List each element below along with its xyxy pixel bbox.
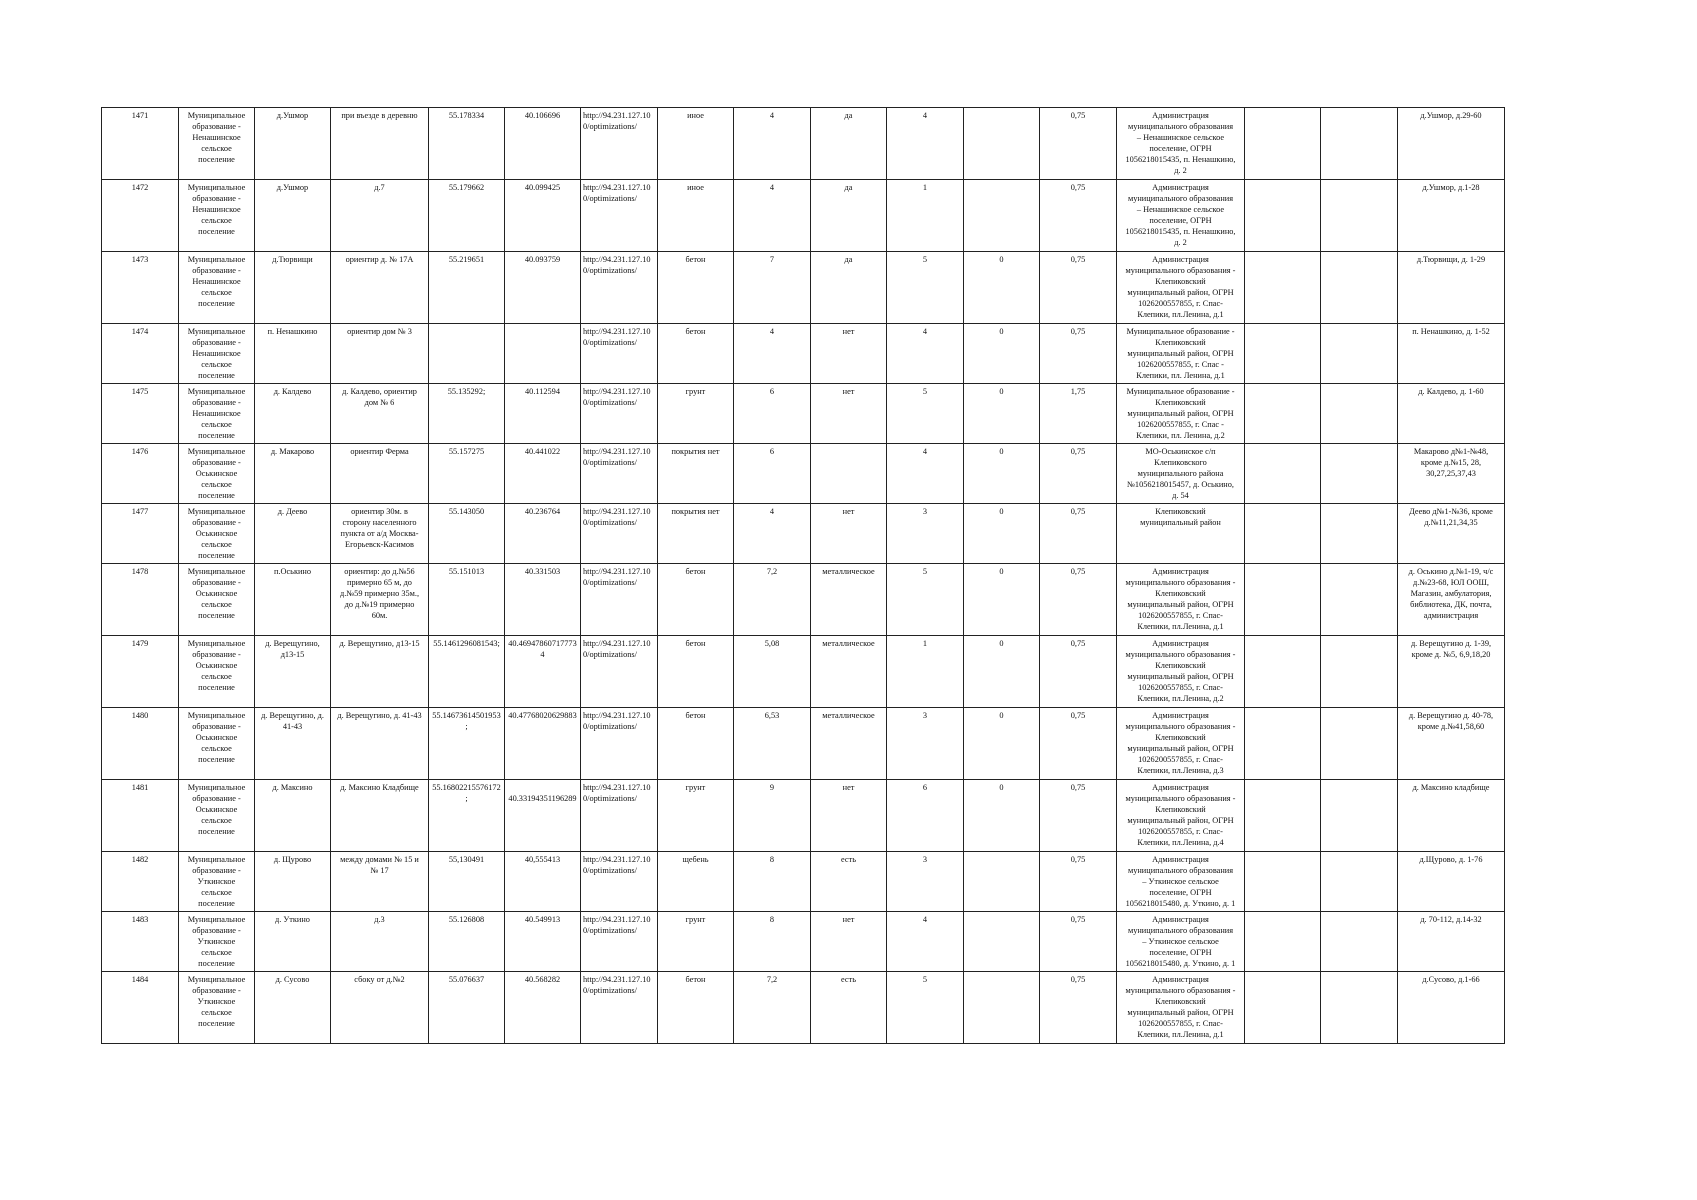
- cell-settlement: п. Ненашкино: [255, 324, 331, 384]
- cell-bunker-count: 0: [964, 444, 1040, 504]
- cell-container-count: 5: [887, 252, 964, 324]
- cell-container-count: 3: [887, 504, 964, 564]
- cell-latitude: 55,130491: [429, 852, 505, 912]
- cell-waste-sources: д.Тюрвищи, д. 1-29: [1398, 252, 1505, 324]
- cell-settlement: д. Сусово: [255, 972, 331, 1044]
- cell-surface-type: грунт: [658, 384, 734, 444]
- cell-owner-extra-1: [1245, 252, 1321, 324]
- cell-owner: Администрация муниципального образования - Клепиковский муниципальный район, ОГРН 1026200557855, г. Спас- Клепики, пл.Ленина, д.1: [1117, 564, 1245, 636]
- cell-map-link[interactable]: http://94.231.127.10 0/optimizations/: [581, 852, 658, 912]
- cell-waste-sources: д. Максино кладбище: [1398, 780, 1505, 852]
- cell-owner-extra-2: [1321, 384, 1398, 444]
- cell-latitude: 55.1461296081543;: [429, 636, 505, 708]
- cell-area: 7,2: [734, 972, 811, 1044]
- cell-longitude: 40.568282: [505, 972, 581, 1044]
- cell-container-count: 1: [887, 636, 964, 708]
- cell-owner: Администрация муниципального образования - Клепиковский муниципальный район, ОГРН 1026200557855, г. Спас- Клепики, пл.Ленина, д.2: [1117, 636, 1245, 708]
- cell-location-address: между домами № 15 и № 17: [331, 852, 429, 912]
- cell-settlement: д. Щурово: [255, 852, 331, 912]
- cell-container-volume: 0,75: [1040, 852, 1117, 912]
- cell-row-number: 1480: [102, 708, 179, 780]
- cell-latitude: 55.076637: [429, 972, 505, 1044]
- cell-container-volume: 0,75: [1040, 180, 1117, 252]
- cell-container-count: 6: [887, 780, 964, 852]
- cell-surface-type: грунт: [658, 912, 734, 972]
- cell-bunker-count: 0: [964, 780, 1040, 852]
- cell-owner-extra-2: [1321, 912, 1398, 972]
- cell-latitude: 55.219651: [429, 252, 505, 324]
- cell-longitude: 40.112594: [505, 384, 581, 444]
- cell-row-number: 1475: [102, 384, 179, 444]
- cell-owner-extra-2: [1321, 180, 1398, 252]
- cell-surface-type: бетон: [658, 972, 734, 1044]
- cell-owner: Администрация муниципального образования – Ненашинское сельское поселение, ОГРН 1056218015435, п. Ненашкино, д. 2: [1117, 108, 1245, 180]
- cell-owner: Администрация муниципального образования – Ненашинское сельское поселение, ОГРН 1056218015435, п. Ненашкино, д. 2: [1117, 180, 1245, 252]
- cell-waste-sources: Макарово д№1-№48, кроме д.№15, 28, 30,27,25,37,43: [1398, 444, 1505, 504]
- cell-owner-extra-2: [1321, 780, 1398, 852]
- table-row: [102, 972, 1505, 1044]
- cell-owner-extra-1: [1245, 180, 1321, 252]
- cell-longitude: 40.106696: [505, 108, 581, 180]
- cell-container-count: 3: [887, 852, 964, 912]
- cell-container-count: 5: [887, 384, 964, 444]
- cell-location-address: д.7: [331, 180, 429, 252]
- cell-container-volume: 0,75: [1040, 564, 1117, 636]
- cell-container-volume: 0,75: [1040, 324, 1117, 384]
- cell-map-link[interactable]: http://94.231.127.10 0/optimizations/: [581, 504, 658, 564]
- cell-owner: Администрация муниципального образования - Клепиковский муниципальный район, ОГРН 1026200557855, г. Спас- Клепики, пл.Ленина, д.1: [1117, 252, 1245, 324]
- cell-latitude: 55.126808: [429, 912, 505, 972]
- cell-owner-extra-1: [1245, 444, 1321, 504]
- cell-surface-type: покрытия нет: [658, 504, 734, 564]
- cell-longitude: 40,555413: [505, 852, 581, 912]
- cell-fencing: металлическое: [811, 564, 887, 636]
- cell-municipality: Муниципальное образование - Ненашинское сельское поселение: [179, 324, 255, 384]
- cell-waste-sources: д. Верещугино д. 1-39, кроме д. №5, 6,9,18,20: [1398, 636, 1505, 708]
- cell-waste-sources: д. Верещугино д. 40-78, кроме д.№41,58,60: [1398, 708, 1505, 780]
- cell-settlement: д. Макарово: [255, 444, 331, 504]
- table-row: [102, 384, 1505, 444]
- cell-fencing: нет: [811, 912, 887, 972]
- cell-owner: Администрация муниципального образования - Клепиковский муниципальный район, ОГРН 1026200557855, г. Спас- Клепики, пл.Ленина, д.3: [1117, 708, 1245, 780]
- cell-row-number: 1477: [102, 504, 179, 564]
- cell-surface-type: иное: [658, 180, 734, 252]
- cell-surface-type: иное: [658, 108, 734, 180]
- cell-bunker-count: 0: [964, 504, 1040, 564]
- cell-area: 8: [734, 912, 811, 972]
- cell-settlement: д. Верещугино, д. 41-43: [255, 708, 331, 780]
- cell-map-link[interactable]: http://94.231.127.10 0/optimizations/: [581, 180, 658, 252]
- cell-container-volume: 0,75: [1040, 444, 1117, 504]
- cell-map-link[interactable]: http://94.231.127.10 0/optimizations/: [581, 972, 658, 1044]
- cell-container-count: 3: [887, 708, 964, 780]
- cell-owner-extra-2: [1321, 636, 1398, 708]
- cell-bunker-count: [964, 180, 1040, 252]
- cell-owner-extra-1: [1245, 780, 1321, 852]
- cell-latitude: 55.16802215576172 ;: [429, 780, 505, 852]
- cell-location-address: д. Верещугино, д13-15: [331, 636, 429, 708]
- cell-owner-extra-2: [1321, 252, 1398, 324]
- cell-map-link[interactable]: http://94.231.127.10 0/optimizations/: [581, 384, 658, 444]
- cell-municipality: Муниципальное образование - Оськинское сельское поселение: [179, 636, 255, 708]
- cell-longitude: 40.093759: [505, 252, 581, 324]
- cell-location-address: д. Максино Кладбище: [331, 780, 429, 852]
- cell-area: 6: [734, 444, 811, 504]
- cell-municipality: Муниципальное образование - Уткинское сельское поселение: [179, 972, 255, 1044]
- cell-owner-extra-1: [1245, 972, 1321, 1044]
- cell-container-count: 5: [887, 564, 964, 636]
- cell-fencing: есть: [811, 972, 887, 1044]
- cell-location-address: д.3: [331, 912, 429, 972]
- cell-map-link[interactable]: http://94.231.127.10 0/optimizations/: [581, 252, 658, 324]
- cell-location-address: сбоку от д.№2: [331, 972, 429, 1044]
- cell-waste-sources: д. Оськино д.№1-19, ч/с д.№23-68, ЮЛ ООШ, Магазин, амбулатория, библиотека, ДК, почта, администрация: [1398, 564, 1505, 636]
- cell-bunker-count: [964, 972, 1040, 1044]
- cell-municipality: Муниципальное образование - Оськинское сельское поселение: [179, 444, 255, 504]
- cell-municipality: Муниципальное образование - Ненашинское сельское поселение: [179, 180, 255, 252]
- cell-area: 5,08: [734, 636, 811, 708]
- cell-row-number: 1481: [102, 780, 179, 852]
- cell-surface-type: грунт: [658, 780, 734, 852]
- cell-surface-type: бетон: [658, 708, 734, 780]
- cell-container-volume: 0,75: [1040, 780, 1117, 852]
- cell-container-count: 1: [887, 180, 964, 252]
- cell-owner: Клепиковский муниципальный район: [1117, 504, 1245, 564]
- cell-container-volume: 0,75: [1040, 504, 1117, 564]
- cell-fencing: нет: [811, 780, 887, 852]
- cell-fencing: нет: [811, 384, 887, 444]
- cell-owner: Администрация муниципального образования - Клепиковский муниципальный район, ОГРН 1026200557855, г. Спас- Клепики, пл.Ленина, д.1: [1117, 972, 1245, 1044]
- cell-owner: Администрация муниципального образования - Клепиковский муниципальный район, ОГРН 1026200557855, г. Спас- Клепики, пл.Ленина, д.4: [1117, 780, 1245, 852]
- cell-container-volume: 0,75: [1040, 108, 1117, 180]
- table-row: [102, 324, 1505, 384]
- cell-longitude: 40.549913: [505, 912, 581, 972]
- cell-surface-type: щебень: [658, 852, 734, 912]
- cell-bunker-count: 0: [964, 252, 1040, 324]
- cell-settlement: д.Тюрвищи: [255, 252, 331, 324]
- cell-fencing: металлическое: [811, 708, 887, 780]
- cell-municipality: Муниципальное образование - Оськинское сельское поселение: [179, 780, 255, 852]
- cell-row-number: 1473: [102, 252, 179, 324]
- cell-longitude: [505, 324, 581, 384]
- cell-row-number: 1471: [102, 108, 179, 180]
- cell-municipality: Муниципальное образование - Ненашинское сельское поселение: [179, 108, 255, 180]
- table-row: [102, 108, 1505, 180]
- cell-fencing: нет: [811, 324, 887, 384]
- cell-waste-sources: п. Ненашкино, д. 1-52: [1398, 324, 1505, 384]
- cell-owner-extra-2: [1321, 564, 1398, 636]
- cell-bunker-count: [964, 912, 1040, 972]
- cell-longitude: 40.099425: [505, 180, 581, 252]
- cell-owner-extra-1: [1245, 852, 1321, 912]
- cell-location-address: ориентир дом № 3: [331, 324, 429, 384]
- cell-owner: Муниципальное образование - Клепиковский муниципальный район, ОГРН 1026200557855, г. Спас - Клепики, пл. Ленина, д.1: [1117, 324, 1245, 384]
- cell-container-count: 4: [887, 108, 964, 180]
- cell-row-number: 1472: [102, 180, 179, 252]
- cell-map-link[interactable]: http://94.231.127.10 0/optimizations/: [581, 324, 658, 384]
- cell-map-link[interactable]: http://94.231.127.10 0/optimizations/: [581, 912, 658, 972]
- cell-surface-type: бетон: [658, 324, 734, 384]
- cell-owner-extra-2: [1321, 972, 1398, 1044]
- cell-latitude: 55.14673614501953 ;: [429, 708, 505, 780]
- cell-area: 6,53: [734, 708, 811, 780]
- cell-bunker-count: 0: [964, 708, 1040, 780]
- cell-municipality: Муниципальное образование - Ненашинское сельское поселение: [179, 252, 255, 324]
- cell-latitude: 55.135292;: [429, 384, 505, 444]
- cell-location-address: при въезде в деревню: [331, 108, 429, 180]
- cell-location-address: ориентир д. № 17А: [331, 252, 429, 324]
- cell-area: 4: [734, 180, 811, 252]
- cell-row-number: 1476: [102, 444, 179, 504]
- cell-area: 4: [734, 504, 811, 564]
- cell-settlement: д.Ушмор: [255, 108, 331, 180]
- cell-waste-sources: Деево д№1-№36, кроме д.№11,21,34,35: [1398, 504, 1505, 564]
- cell-bunker-count: [964, 108, 1040, 180]
- cell-row-number: 1482: [102, 852, 179, 912]
- cell-area: 7: [734, 252, 811, 324]
- cell-municipality: Муниципальное образование - Оськинское сельское поселение: [179, 564, 255, 636]
- cell-waste-sources: д.Сусово, д.1-66: [1398, 972, 1505, 1044]
- cell-container-volume: 0,75: [1040, 636, 1117, 708]
- cell-owner: Администрация муниципального образования – Уткинское сельское поселение, ОГРН 1056218015480, д. Уткино, д. 1: [1117, 912, 1245, 972]
- cell-fencing: металлическое: [811, 636, 887, 708]
- cell-container-volume: 0,75: [1040, 252, 1117, 324]
- cell-row-number: 1484: [102, 972, 179, 1044]
- cell-owner-extra-2: [1321, 852, 1398, 912]
- cell-container-volume: 0,75: [1040, 708, 1117, 780]
- cell-latitude: 55.143050: [429, 504, 505, 564]
- cell-owner: Муниципальное образование - Клепиковский муниципальный район, ОГРН 1026200557855, г. Спас - Клепики, пл. Ленина, д.2: [1117, 384, 1245, 444]
- cell-area: 8: [734, 852, 811, 912]
- cell-map-link[interactable]: http://94.231.127.10 0/optimizations/: [581, 780, 658, 852]
- cell-bunker-count: 0: [964, 636, 1040, 708]
- cell-settlement: д. Деево: [255, 504, 331, 564]
- cell-surface-type: бетон: [658, 564, 734, 636]
- table-row: [102, 780, 1505, 852]
- cell-surface-type: покрытия нет: [658, 444, 734, 504]
- table-row: [102, 636, 1505, 708]
- cell-row-number: 1478: [102, 564, 179, 636]
- cell-map-link[interactable]: http://94.231.127.10 0/optimizations/: [581, 444, 658, 504]
- cell-waste-sources: д.Ушмор, д.1-28: [1398, 180, 1505, 252]
- cell-municipality: Муниципальное образование - Уткинское сельское поселение: [179, 912, 255, 972]
- table-row: [102, 180, 1505, 252]
- cell-location-address: ориентир 30м. в сторону населенного пункта от а/д Москва- Егорьевск-Касимов: [331, 504, 429, 564]
- cell-location-address: ориентир: до д.№56 примерно 65 м, до д.№59 примерно 35м., до д.№19 примерно 60м.: [331, 564, 429, 636]
- cell-settlement: п.Оськино: [255, 564, 331, 636]
- cell-owner-extra-1: [1245, 564, 1321, 636]
- cell-row-number: 1479: [102, 636, 179, 708]
- cell-settlement: д. Максино: [255, 780, 331, 852]
- cell-container-count: 5: [887, 972, 964, 1044]
- cell-owner-extra-2: [1321, 444, 1398, 504]
- cell-owner-extra-1: [1245, 324, 1321, 384]
- cell-container-count: 4: [887, 912, 964, 972]
- cell-bunker-count: 0: [964, 324, 1040, 384]
- cell-map-link[interactable]: http://94.231.127.10 0/optimizations/: [581, 636, 658, 708]
- cell-bunker-count: [964, 852, 1040, 912]
- cell-longitude: 40.331503: [505, 564, 581, 636]
- cell-area: 4: [734, 324, 811, 384]
- cell-latitude: 55.151013: [429, 564, 505, 636]
- cell-latitude: 55.157275: [429, 444, 505, 504]
- cell-longitude: 40.33194351196289: [505, 780, 581, 852]
- table-row: [102, 444, 1505, 504]
- cell-latitude: [429, 324, 505, 384]
- cell-fencing: да: [811, 108, 887, 180]
- cell-owner-extra-1: [1245, 636, 1321, 708]
- cell-settlement: д. Верещугино, д13-15: [255, 636, 331, 708]
- cell-owner-extra-1: [1245, 504, 1321, 564]
- cell-map-link[interactable]: http://94.231.127.10 0/optimizations/: [581, 108, 658, 180]
- cell-waste-sources: д.Щурово, д. 1-76: [1398, 852, 1505, 912]
- registry-table: [101, 107, 1505, 1044]
- cell-surface-type: бетон: [658, 252, 734, 324]
- cell-container-count: 4: [887, 324, 964, 384]
- cell-container-volume: 0,75: [1040, 972, 1117, 1044]
- cell-owner: Администрация муниципального образования – Уткинское сельское поселение, ОГРН 1056218015480, д. Уткино, д. 1: [1117, 852, 1245, 912]
- cell-latitude: 55.178334: [429, 108, 505, 180]
- cell-owner-extra-2: [1321, 108, 1398, 180]
- cell-area: 4: [734, 108, 811, 180]
- cell-location-address: д. Верещугино, д. 41-43: [331, 708, 429, 780]
- cell-container-count: 4: [887, 444, 964, 504]
- cell-fencing: нет: [811, 504, 887, 564]
- cell-fencing: [811, 444, 887, 504]
- cell-municipality: Муниципальное образование - Оськинское сельское поселение: [179, 504, 255, 564]
- cell-area: 7,2: [734, 564, 811, 636]
- cell-location-address: д. Калдево, ориентир дом № 6: [331, 384, 429, 444]
- cell-municipality: Муниципальное образование - Уткинское сельское поселение: [179, 852, 255, 912]
- cell-owner: МО-Оськинское с/п Клепиковского муниципального района №1056218015457, д. Оськино, д. 54: [1117, 444, 1245, 504]
- cell-surface-type: бетон: [658, 636, 734, 708]
- cell-fencing: да: [811, 252, 887, 324]
- cell-owner-extra-1: [1245, 912, 1321, 972]
- cell-owner-extra-2: [1321, 324, 1398, 384]
- cell-container-volume: 1,75: [1040, 384, 1117, 444]
- cell-fencing: есть: [811, 852, 887, 912]
- cell-longitude: 40.236764: [505, 504, 581, 564]
- cell-longitude: 40.441022: [505, 444, 581, 504]
- cell-longitude: 40.47768020629883: [505, 708, 581, 780]
- cell-waste-sources: д.Ушмор, д.29-60: [1398, 108, 1505, 180]
- cell-map-link[interactable]: http://94.231.127.10 0/optimizations/: [581, 708, 658, 780]
- table-body: [102, 108, 1505, 1044]
- cell-area: 9: [734, 780, 811, 852]
- table-row: [102, 852, 1505, 912]
- table-row: [102, 252, 1505, 324]
- cell-row-number: 1483: [102, 912, 179, 972]
- cell-owner-extra-1: [1245, 708, 1321, 780]
- cell-area: 6: [734, 384, 811, 444]
- cell-map-link[interactable]: http://94.231.127.10 0/optimizations/: [581, 564, 658, 636]
- cell-row-number: 1474: [102, 324, 179, 384]
- cell-location-address: ориентир Ферма: [331, 444, 429, 504]
- cell-waste-sources: д. Калдево, д. 1-60: [1398, 384, 1505, 444]
- cell-municipality: Муниципальное образование - Оськинское сельское поселение: [179, 708, 255, 780]
- cell-settlement: д. Уткино: [255, 912, 331, 972]
- cell-municipality: Муниципальное образование - Ненашинское сельское поселение: [179, 384, 255, 444]
- cell-owner-extra-2: [1321, 708, 1398, 780]
- table-row: [102, 504, 1505, 564]
- cell-fencing: да: [811, 180, 887, 252]
- cell-bunker-count: 0: [964, 564, 1040, 636]
- table-row: [102, 564, 1505, 636]
- cell-owner-extra-1: [1245, 384, 1321, 444]
- cell-settlement: д.Ушмор: [255, 180, 331, 252]
- cell-owner-extra-1: [1245, 108, 1321, 180]
- cell-waste-sources: д. 70-112, д.14-32: [1398, 912, 1505, 972]
- cell-settlement: д. Калдево: [255, 384, 331, 444]
- cell-longitude: 40.46947860717773 4: [505, 636, 581, 708]
- table-row: [102, 912, 1505, 972]
- cell-container-volume: 0,75: [1040, 912, 1117, 972]
- table-row: [102, 708, 1505, 780]
- cell-owner-extra-2: [1321, 504, 1398, 564]
- cell-latitude: 55.179662: [429, 180, 505, 252]
- cell-bunker-count: 0: [964, 384, 1040, 444]
